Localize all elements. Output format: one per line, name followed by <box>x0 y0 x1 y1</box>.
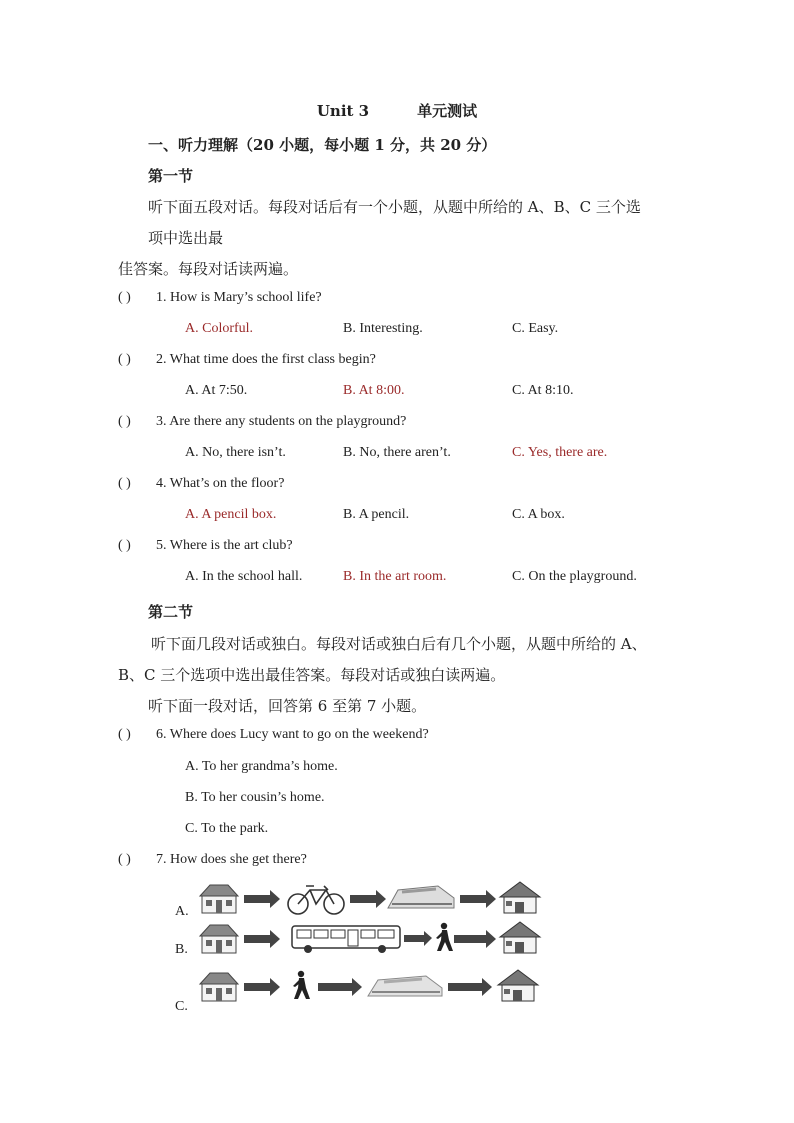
question-4-option-b[interactable]: B. A pencil. <box>343 507 410 522</box>
arrow-icon <box>454 930 496 948</box>
house-icon <box>200 885 238 913</box>
question-7-option-a-picture[interactable] <box>198 880 543 916</box>
question-3-option-b[interactable]: B. No, there aren’t. <box>343 445 451 460</box>
question-7-option-b-picture[interactable] <box>198 920 543 956</box>
part2-instruction-line2: B、C 三个选项中选出最佳答案。每段对话或独白读两遍。 <box>118 666 506 684</box>
train-icon <box>388 886 454 908</box>
question-7-option-c-picture[interactable] <box>198 968 543 1004</box>
arrow-icon <box>448 978 492 996</box>
house-icon <box>498 970 538 1001</box>
arrow-icon <box>350 890 386 908</box>
walking-person-icon <box>436 923 453 951</box>
arrow-icon <box>460 890 496 908</box>
question-2-text: 2. What time does the first class begin? <box>156 352 376 367</box>
question-6-option-a[interactable]: A. To her grandma’s home. <box>185 759 338 774</box>
question-4-option-a[interactable]: A. A pencil box. <box>185 507 277 522</box>
part1-instruction-line3: 佳答案。每段对话读两遍。 <box>118 260 299 278</box>
arrow-icon <box>244 890 280 908</box>
question-5-option-b[interactable]: B. In the art room. <box>343 569 447 584</box>
question-7-option-b-label[interactable]: B. <box>175 942 188 957</box>
unit-label: Unit 3 <box>316 102 370 120</box>
question-1-option-a[interactable]: A. Colorful. <box>185 321 254 336</box>
question-1-option-c[interactable]: C. Easy. <box>512 321 559 336</box>
question-7-option-a-label[interactable]: A. <box>175 904 189 919</box>
part2-instruction-line1: 听下面几段对话或独白。每段对话或独白后有几个小题，从题中所给的 A、 <box>151 635 647 653</box>
question-6-answer-blank[interactable]: ( ) <box>118 727 131 742</box>
title-subtitle: 单元测试 <box>417 102 478 120</box>
question-5-answer-blank[interactable]: ( ) <box>118 538 131 553</box>
question-3-answer-blank[interactable]: ( ) <box>118 414 131 429</box>
part2-instruction-line3: 听下面一段对话，回答第 6 至第 7 小题。 <box>148 697 427 715</box>
question-2-option-a[interactable]: A. At 7:50. <box>185 383 248 398</box>
question-6-option-c[interactable]: C. To the park. <box>185 821 269 836</box>
question-6-text: 6. Where does Lucy want to go on the weekend? <box>156 727 429 742</box>
question-7-text: 7. How does she get there? <box>156 852 307 867</box>
question-7-option-c-label[interactable]: C. <box>175 999 188 1014</box>
walking-person-icon <box>293 971 310 999</box>
house-icon <box>500 922 540 953</box>
question-7-answer-blank[interactable]: ( ) <box>118 852 131 867</box>
question-2-option-c[interactable]: C. At 8:10. <box>512 383 574 398</box>
question-2-answer-blank[interactable]: ( ) <box>118 352 131 367</box>
question-4-option-c[interactable]: C. A box. <box>512 507 565 522</box>
arrow-icon <box>404 931 432 946</box>
question-3-option-c[interactable]: C. Yes, there are. <box>512 445 608 460</box>
page-title <box>0 100 794 121</box>
part2-heading: 第二节 <box>148 603 194 621</box>
arrow-icon <box>318 978 362 996</box>
question-6-option-b[interactable]: B. To her cousin’s home. <box>185 790 325 805</box>
arrow-icon <box>244 930 280 948</box>
house-icon <box>200 925 238 953</box>
section-heading-listening: 一、听力理解（20 小题，每小题 1 分，共 20 分） <box>148 136 497 154</box>
bus-icon <box>292 926 400 953</box>
question-1-text: 1. How is Mary’s school life? <box>156 290 322 305</box>
question-5-option-c[interactable]: C. On the playground. <box>512 569 637 584</box>
house-icon <box>500 882 540 913</box>
question-4-answer-blank[interactable]: ( ) <box>118 476 131 491</box>
part1-instruction-line1: 听下面五段对话。每段对话后有一个小题，从题中所给的 A、B、C 三个选 <box>148 198 641 216</box>
train-icon <box>368 976 442 996</box>
part1-instruction-line2: 项中选出最 <box>148 229 224 247</box>
question-4-text: 4. What’s on the floor? <box>156 476 285 491</box>
question-3-text: 3. Are there any students on the playground? <box>156 414 407 429</box>
question-5-option-a[interactable]: A. In the school hall. <box>185 569 303 584</box>
question-3-option-a[interactable]: A. No, there isn’t. <box>185 445 286 460</box>
part1-heading: 第一节 <box>148 167 194 185</box>
question-1-option-b[interactable]: B. Interesting. <box>343 321 423 336</box>
bicycle-icon <box>288 886 344 914</box>
question-2-option-b[interactable]: B. At 8:00. <box>343 383 405 398</box>
house-icon <box>200 973 238 1001</box>
question-5-text: 5. Where is the art club? <box>156 538 293 553</box>
question-1-answer-blank[interactable]: ( ) <box>118 290 131 305</box>
arrow-icon <box>244 978 280 996</box>
